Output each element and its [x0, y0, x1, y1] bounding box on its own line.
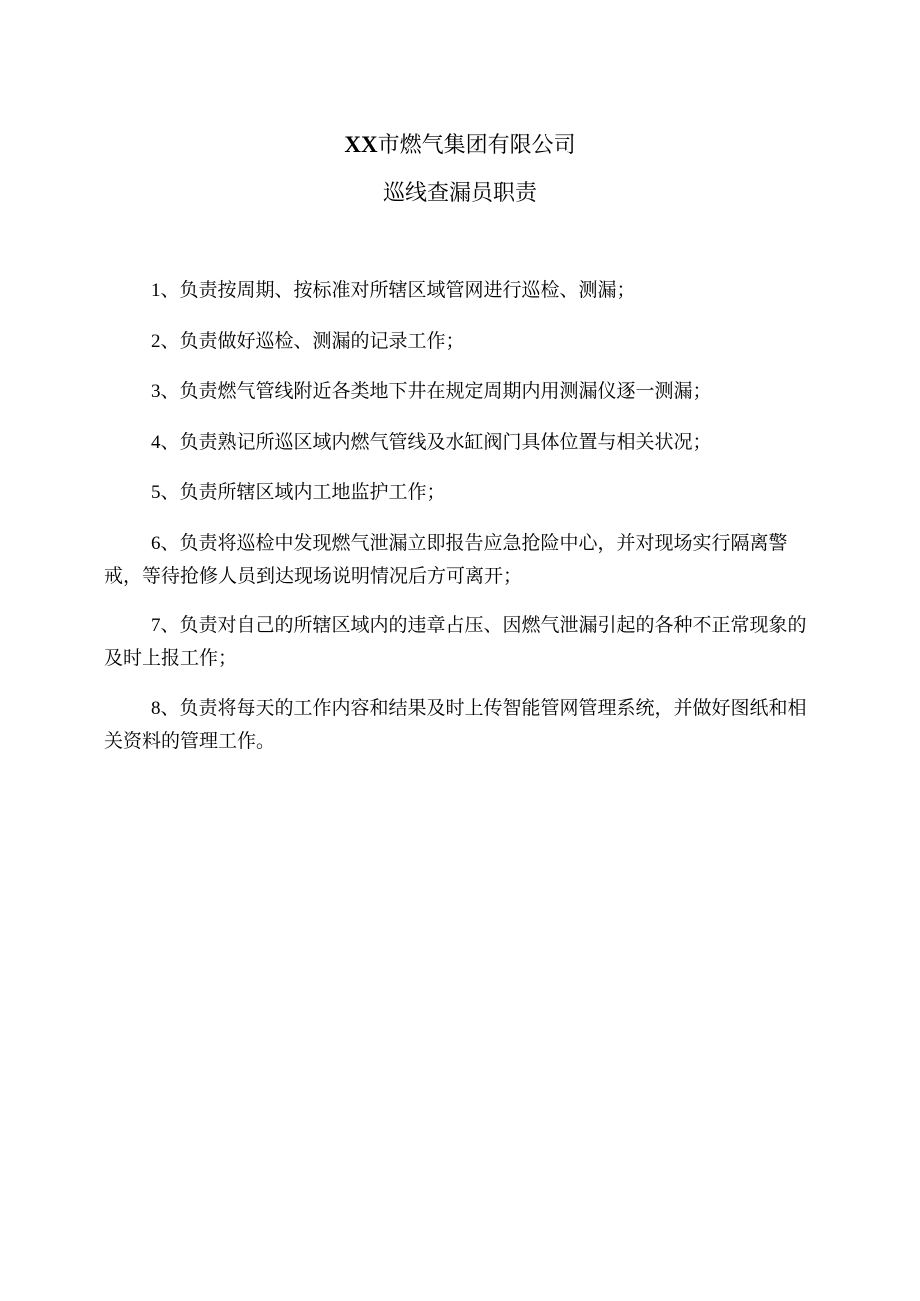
- duty-text: 、负责将巡检中发现燃气泄漏立即报告应急抢险中心，并对现场实行隔离警戒，等待抢修人员到达现场说明情况后方可离开；: [104, 531, 788, 587]
- duty-number: 8: [151, 697, 161, 719]
- duty-item-3: [104, 375, 816, 408]
- duty-text: 、负责对自己的所辖区域内的违章占压、因燃气泄漏引起的各种不正常现象的及时上报工作；: [104, 614, 807, 669]
- duty-text: 、负责熟记所巡区域内燃气管线及水缸阀门具体位置与相关状况；: [160, 430, 712, 453]
- duty-number: 3: [151, 381, 161, 402]
- duty-number: 6: [151, 532, 161, 554]
- duty-item-8: [104, 692, 816, 757]
- duty-text: 、负责将每天的工作内容和结果及时上传智能管网管理系统，并做好图纸和相关资料的管理工作。: [104, 696, 807, 752]
- duty-text: 、负责所辖区域内工地监护工作；: [160, 481, 446, 503]
- document-subtitle: 巡线查漏员职责: [382, 181, 537, 206]
- title-rest: 市燃气集团有限公司: [377, 133, 576, 158]
- duty-number: 1: [151, 280, 161, 301]
- duty-number: 4: [151, 431, 161, 453]
- duty-item-5: [104, 476, 816, 509]
- duty-number: 5: [151, 482, 161, 503]
- document-title: [0, 130, 920, 161]
- duty-item-6: [104, 527, 816, 592]
- duty-number: 2: [151, 330, 161, 352]
- duty-text: 、负责做好巡检、测漏的记录工作；: [160, 329, 465, 352]
- title-prefix: XX: [344, 132, 378, 157]
- duty-number: 7: [151, 615, 161, 636]
- duty-item-4: [104, 426, 816, 459]
- duty-item-2: [104, 325, 816, 358]
- duty-item-1: [104, 274, 816, 307]
- duty-text: 、负责按周期、按标准对所辖区域管网进行巡检、测漏；: [160, 279, 636, 301]
- duty-text: 、负责燃气管线附近各类地下井在规定周期内用测漏仪逐一测漏；: [160, 380, 712, 402]
- duty-list: [104, 274, 816, 774]
- duty-item-7: [104, 609, 816, 674]
